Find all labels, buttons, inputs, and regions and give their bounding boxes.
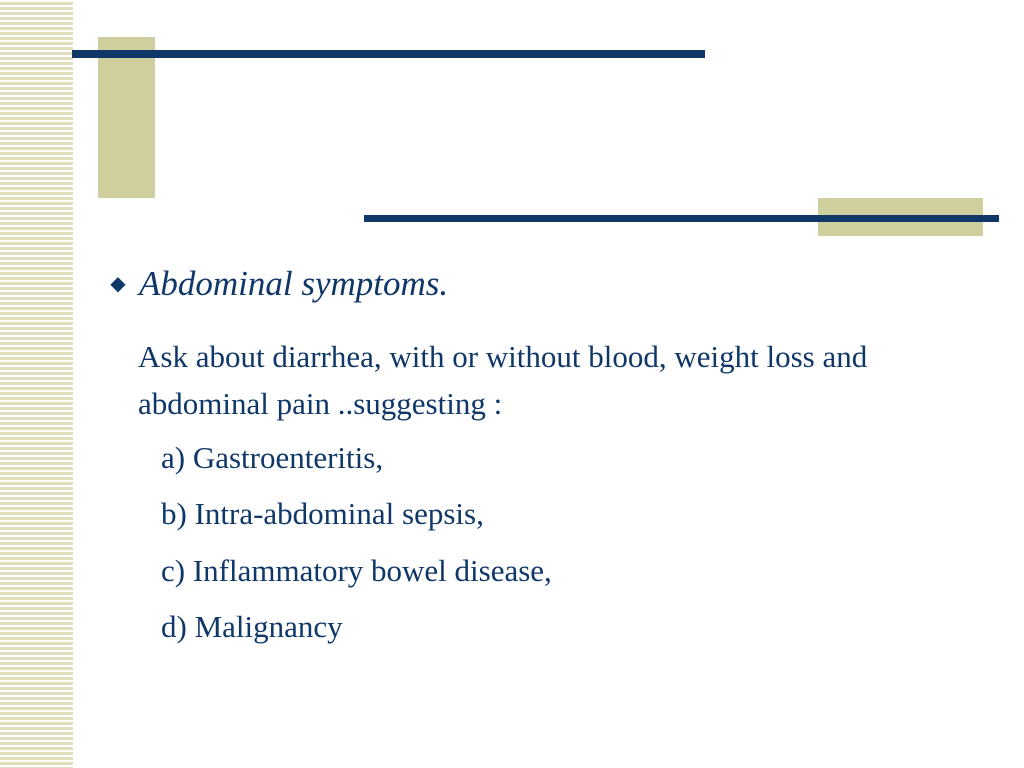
decorative-bar-top bbox=[72, 50, 705, 58]
diamond-bullet-icon: ◆ bbox=[110, 273, 126, 295]
list-item-d: d) Malignancy bbox=[161, 609, 343, 644]
slide-paragraph: Ask about diarrhea, with or without blood, weight loss and abdominal pain ..suggesting : bbox=[138, 339, 868, 421]
list-item-b: b) Intra-abdominal sepsis, bbox=[161, 496, 484, 531]
list-item-a: a) Gastroenteritis, bbox=[161, 440, 384, 475]
decorative-bar-middle bbox=[364, 215, 999, 222]
decorative-stripe-panel bbox=[0, 0, 73, 768]
list-item-c: c) Inflammatory bowel disease, bbox=[161, 553, 552, 588]
decorative-block-left bbox=[98, 37, 155, 198]
slide-heading: Abdominal symptoms. bbox=[139, 264, 449, 303]
